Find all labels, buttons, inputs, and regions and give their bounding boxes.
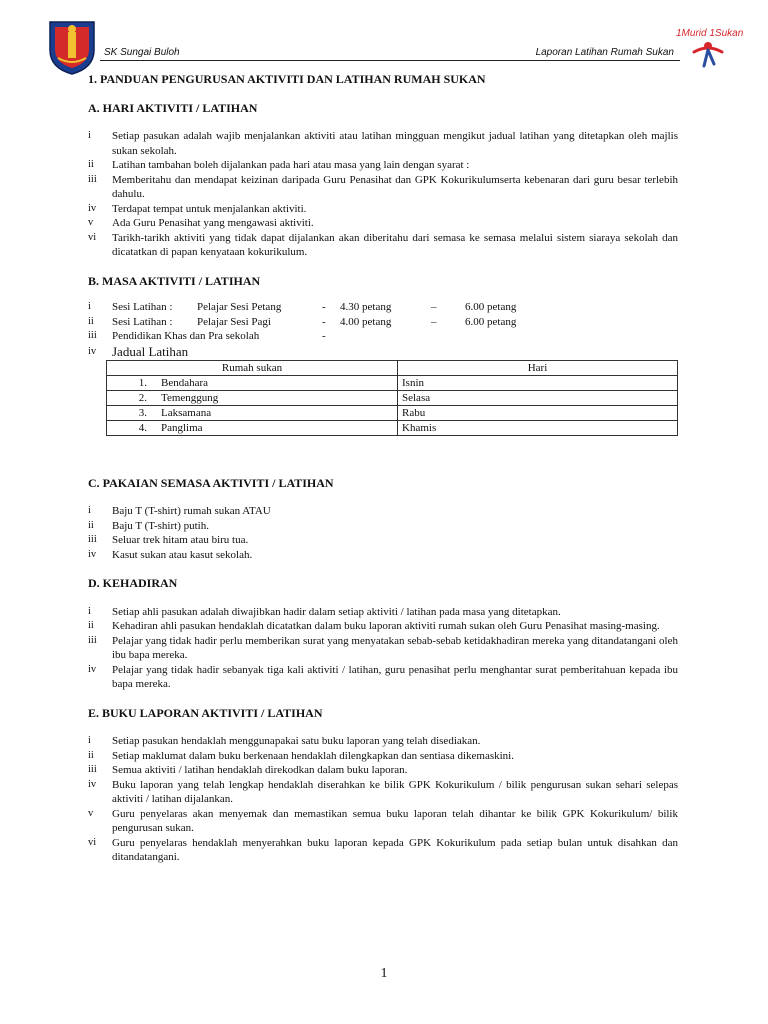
list-item: iv Pelajar yang tidak hadir sebanyak tiga kali aktiviti / latihan, guru penasihat perlu menghantar surat pemberitahuan kepada ibu bapa mereka. (88, 663, 678, 690)
list-item: iv Jadual Latihan (88, 343, 189, 359)
list-item: iii Memberitahu dan mendapat keizinan daripada Guru Penasihat dan GPK Kokurikulumserta kebenaran dari guru besar terlebih dahulu. (88, 173, 678, 200)
table-row: 1. Bendahara Isnin (107, 375, 678, 390)
list-item: ii Kehadiran ahli pasukan hendaklah dicatatkan dalam buku laporan aktiviti rumah sukan oleh Guru Penasihat masing-masing. (88, 620, 660, 632)
section-d-list (88, 605, 678, 692)
section-a-heading: A. HARI AKTIVITI / LATIHAN (88, 100, 258, 115)
training-schedule-table (106, 360, 678, 436)
page-header (0, 0, 768, 80)
table-header: Hari (398, 360, 678, 375)
list-item: ii Latihan tambahan boleh dijalankan pada hari atau masa yang lain dengan syarat : (88, 159, 470, 171)
list-item: i Setiap pasukan adalah wajib menjalankan aktiviti atau latihan mingguan mengikut jadual latihan yang ditetapkan oleh majlis sukan sekolah. (88, 130, 678, 157)
page-title: 1. PANDUAN PENGURUSAN AKTIVITI DAN LATIHAN RUMAH SUKAN (88, 72, 486, 86)
list-item: vi Tarikh-tarikh aktiviti yang tidak dapat dijalankan akan diberitahu dari semasa ke semasa melalui sistem siaraya sekolah dan dicatatkan di papan kenyataan kokurikulum. (88, 231, 678, 258)
list-item: iii Seluar trek hitam atau biru tua. (88, 534, 249, 546)
document-body (88, 72, 678, 865)
list-item: iv Terdapat tempat untuk menjalankan aktiviti. (88, 202, 307, 215)
table-header-row (107, 360, 678, 375)
list-item: ii Baju T (T-shirt) putih. (88, 519, 209, 532)
list-item: vi Guru penyelaras hendaklah menyerahkan buku laporan kepada GPK Kokurikulum pada setiap bulan untuk disahkan dan ditandatangani. (88, 836, 678, 863)
header-divider (100, 60, 680, 61)
section-e-list (88, 734, 678, 865)
schedule-row: ii Sesi Latihan : Pelajar Sesi Pagi - 4.00 petang – 6.00 petang (88, 315, 517, 328)
section-d-heading: D. KEHADIRAN (88, 576, 178, 590)
section-b-heading: B. MASA AKTIVITI / LATIHAN (88, 273, 261, 288)
section-c-heading: C. PAKAIAN SEMASA AKTIVITI / LATIHAN (88, 475, 334, 490)
section-b-list (88, 300, 678, 360)
table-header: Rumah sukan (107, 360, 398, 375)
section-a-list (88, 129, 678, 260)
school-crest-icon (46, 18, 98, 76)
brand-text: 1Murid 1Sukan (676, 28, 744, 39)
page-number: 1 (380, 966, 388, 981)
list-item: iv Buku laporan yang telah lengkap hendaklah diserahkan ke bilik GPK Kokurikulum / bilik pengurusan sukan sehari selepas aktiviti / latihan dijalankan. (88, 778, 678, 805)
list-item: ii Setiap maklumat dalam buku berkenaan hendaklah dilengkapkan dan sentiasa dikemaskini. (88, 749, 514, 762)
school-name: SK Sungai Buloh (104, 47, 180, 58)
list-item: i Setiap ahli pasukan adalah diwajibkan hadir dalam setiap aktiviti / latihan pada masa yang ditetapkan. (88, 605, 561, 618)
list-item: v Guru penyelaras akan menyemak dan memastikan semua buku laporan telah dihantar ke bilik GPK Kokurikulum/ bilik pengurusan sukan. (88, 807, 678, 834)
brand-logo-icon (674, 22, 744, 78)
list-item: iii Pelajar yang tidak hadir perlu memberikan surat yang menyatakan sebab-sebab ketidakhadiran mereka yang ditandatangani oleh ibu bapa mereka. (88, 634, 678, 661)
section-c-list (88, 504, 678, 562)
list-item: i Baju T (T-shirt) rumah sukan ATAU (88, 505, 271, 517)
list-item: iii Pendidikan Khas dan Pra sekolah - (88, 330, 326, 342)
report-title: Laporan Latihan Rumah Sukan (535, 47, 674, 58)
table-row: 4. Panglima Khamis (107, 420, 678, 435)
list-item: iv Kasut sukan atau kasut sekolah. (88, 548, 253, 561)
schedule-row: i Sesi Latihan : Pelajar Sesi Petang - 4.30 petang – 6.00 petang (88, 301, 517, 313)
list-item: v Ada Guru Penasihat yang mengawasi aktiviti. (88, 217, 314, 229)
table-row: 3. Laksamana Rabu (107, 405, 678, 420)
list-item: i Setiap pasukan hendaklah menggunapakai satu buku laporan yang telah disediakan. (88, 735, 481, 747)
list-item: iii Semua aktiviti / latihan hendaklah direkodkan dalam buku laporan. (88, 764, 408, 776)
section-e-heading: E. BUKU LAPORAN AKTIVITI / LATIHAN (88, 705, 323, 720)
table-row: 2. Temenggung Selasa (107, 390, 678, 405)
